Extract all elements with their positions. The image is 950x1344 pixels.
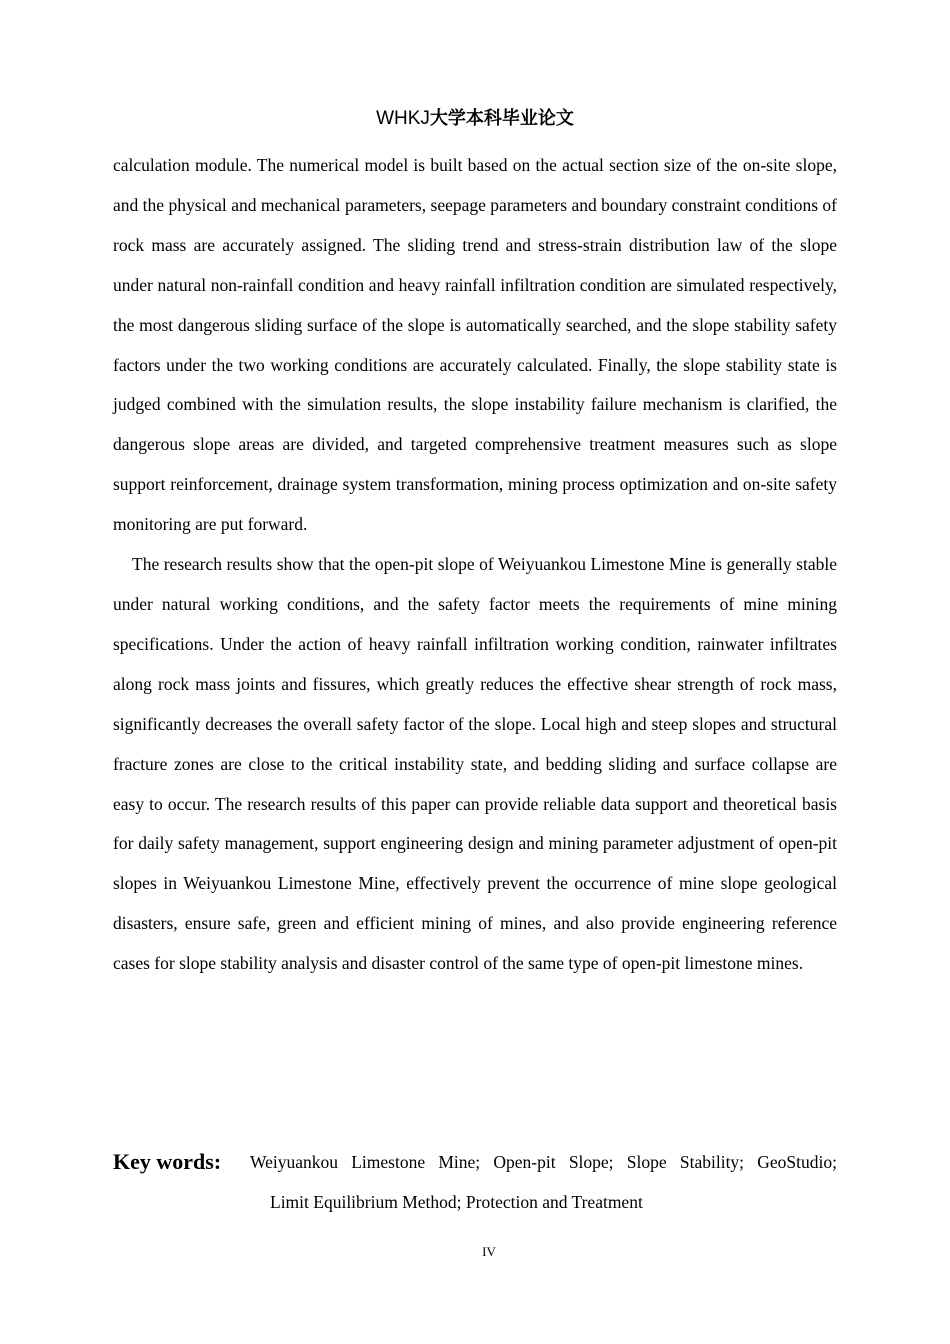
abstract-paragraph: The research results show that the open-pit slope of Weiyuankou Limestone Mine is generally stable under natural working conditions, and the safety factor meets the requirements of mine mining specifications. Under the action of heavy rainfall infiltration working condition, rainwater infiltrates along rock mass joints and fissures, which greatly reduces the effective shear strength of rock mass, significantly decreases the overall safety factor of the slope. Local high and steep slopes and structural fracture zones are close to the critical instability state, and bedding sliding and surface collapse are easy to occur. The research results of this paper can provide reliable data support and theoretical basis for daily safety management, support engineering design and mining parameter adjustment of open-pit slopes in Weiyuankou Limestone Mine, effectively prevent the occurrence of mine slope geological disasters, ensure safe, green and efficient mining of mines, and also provide engineering reference cases for slope stability analysis and disaster control of the same type of open-pit limestone mines. [113, 554, 837, 974]
keywords-list [250, 1143, 837, 1223]
header-thesis-title: 大学本科毕业论文 [429, 108, 574, 129]
keywords-line: Limit Equilibrium Method; Protection and Treatment [270, 1191, 643, 1212]
abstract-paragraph: calculation module. The numerical model is built based on the actual section size of the on-site slope, and the physical and mechanical parameters, seepage parameters and boundary constraint conditions of rock mass are accurately assigned. The sliding trend and stress-strain distribution law of the slope under natural non-rainfall condition and heavy rainfall infiltration condition are simulated respectively, the most dangerous sliding surface of the slope is automatically searched, and the slope stability safety factors under the two working conditions are accurately calculated. Finally, the slope stability state is judged combined with the simulation results, the slope instability failure mechanism is clarified, the dangerous slope areas are divided, and targeted comprehensive treatment measures such as slope support reinforcement, drainage system transformation, mining process optimization and on-site safety monitoring are put forward. [113, 155, 837, 535]
abstract-body [113, 146, 837, 984]
page-number: IV [482, 1244, 496, 1259]
keywords-line: Weiyuankou Limestone Mine; Open-pit Slope; Slope Stability; GeoStudio; [250, 1152, 837, 1172]
page-header [0, 104, 950, 133]
keywords-label: Key words: [113, 1149, 222, 1174]
header-university-code: WHKJ [376, 108, 430, 129]
